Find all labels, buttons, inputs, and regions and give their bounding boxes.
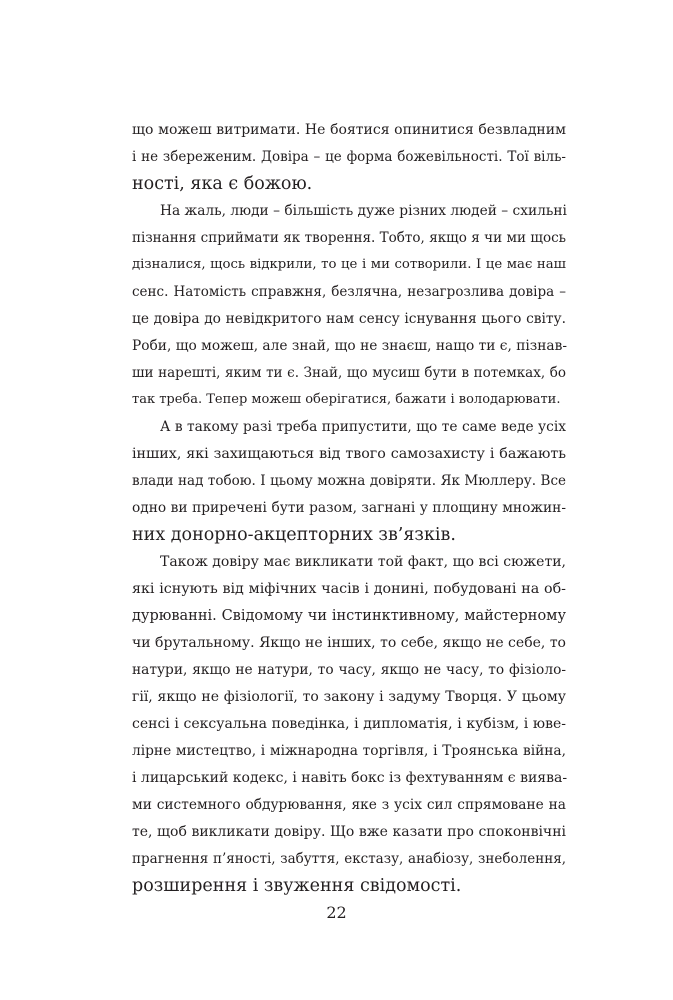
text-line: сенс. Натомість справжня, безлячна, незагрозлива довіра – xyxy=(132,284,566,300)
text-line: На жаль, люди – більшість дуже різних людей – схильні xyxy=(160,203,567,219)
text-line: Також довіру має викликати той факт, що всі сюжети, xyxy=(160,554,566,570)
text-line: сенсі і сексуальна поведінка, і дипломатія, і кубізм, і юве- xyxy=(132,716,566,732)
text-line: інших, які захищаються від твого самозахисту і бажають xyxy=(132,446,566,462)
text-line: лірне мистецтво, і міжнародна торгівля, і Троянська війна, xyxy=(132,743,566,759)
text-line: ності, яка є божою. xyxy=(132,174,313,194)
text-line: те, щоб викликати довіру. Що вже казати про споконвічні xyxy=(132,824,566,840)
text-line: Роби, що можеш, але знай, що не знаєш, нащо ти є, пізнав- xyxy=(132,338,568,354)
text-line: які існують від міфічних часів і донині, побудовані на об- xyxy=(132,581,566,597)
text-line: це довіра до невідкритого нам сенсу існування цього світу. xyxy=(132,311,566,327)
text-line: дізналися, щось відкрили, то це і ми сотворили. І це має наш xyxy=(132,257,566,272)
text-line: так треба. Тепер можеш оберігатися, бажати і володарювати. xyxy=(132,392,561,407)
text-line: прагнення п’яності, забуття, екстазу, анабіозу, знеболення, xyxy=(132,851,566,867)
text-line: і лицарський кодекс, і навіть бокс із фехтуванням є виява- xyxy=(132,770,568,786)
text-line: розширення і звуження свідомості. xyxy=(132,876,462,896)
page-number: 22 xyxy=(326,903,347,922)
text-line: що можеш витримати. Не боятися опинитися безвладним xyxy=(132,122,566,138)
text-line: гії, якщо не фізіології, то закону і задуму Творця. У цьому xyxy=(132,689,566,705)
text-line: і не збереженим. Довіра – це форма божевільності. Тої віль- xyxy=(132,149,566,165)
text-line: них донорно-акцепторних зв’язків. xyxy=(132,525,456,545)
text-line: влади над тобою. І цьому можна довіряти. Як Мюллеру. Все xyxy=(132,473,566,489)
text-line: одно ви приречені бути разом, загнані у площину множин- xyxy=(132,500,566,516)
text-line: дурюванні. Свідомому чи інстинктивному, майстерному xyxy=(132,608,566,624)
text-line: А в такому разі треба припустити, що те саме веде усіх xyxy=(160,419,566,435)
text-line: ми системного обдурювання, яке з усіх сил спрямоване на xyxy=(132,797,566,813)
text-line: натури, якщо не натури, то часу, якщо не часу, то фізіоло- xyxy=(132,662,566,678)
text-line: ши нарешті, яким ти є. Знай, що мусиш бути в потемках, бо xyxy=(132,365,566,381)
text-line: чи брутальному. Якщо не інших, то себе, якщо не себе, то xyxy=(132,635,566,651)
text-line: пізнання сприймати як творення. Тобто, якщо я чи ми щось xyxy=(132,230,566,246)
